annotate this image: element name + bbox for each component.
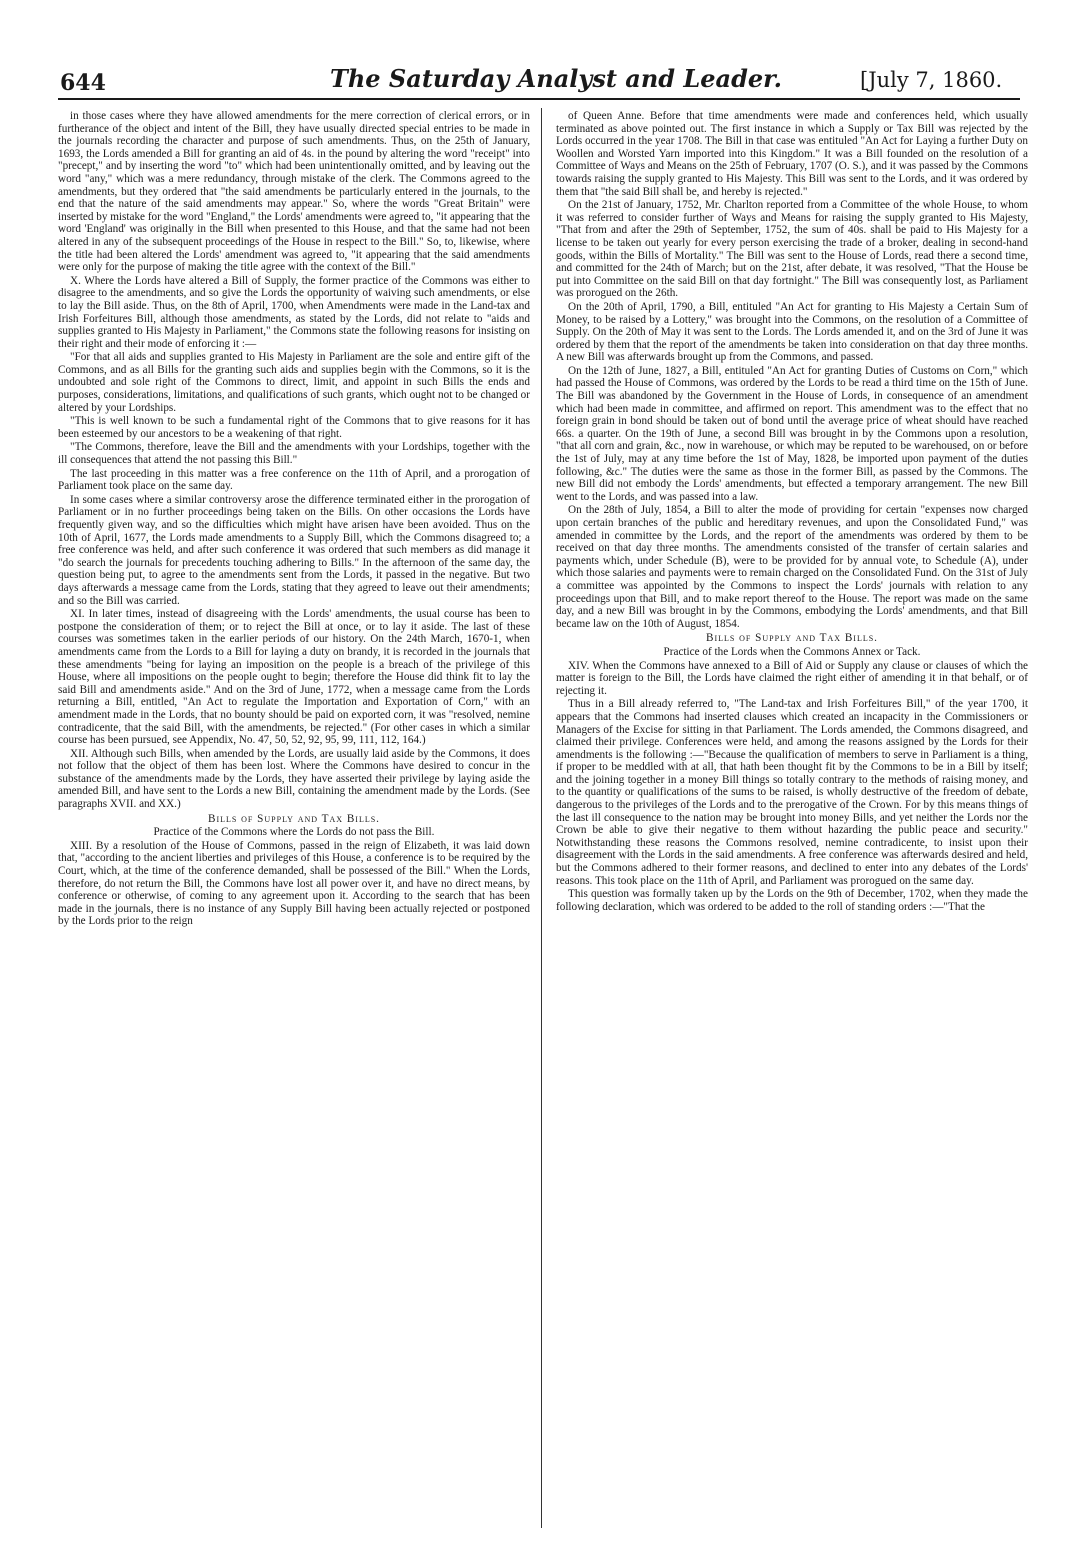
paragraph: On the 21st of January, 1752, Mr. Charlton reported from a Committee of the whole House, to whom it was referred to consider further of Ways and Means for raising the supply granted to His Majesty, "That from and after the 29th of September, 1752, the sum of 40s. shall be paid to His Majesty for a license to be taken out yearly for every person exercising the trade of a broker, dealing in second-hand goods, within the Bills of Mortality." The Bill was sent to the House of Lords, read there a second time, and committed for the 24th of March; but on the 21st, after debate, it was resolved, "That the House be put into Committee on the said Bill on that day fortnight." The Bill was consequently lost, as Parliament was prorogued on the 26th. bbox=[556, 199, 1028, 300]
section-heading: Bills of Supply and Tax Bills. bbox=[706, 632, 878, 645]
paragraph: This question was formally taken up by the Lords on the 9th of December, 1702, when they made the following declaration, which was ordered to be added to the roll of standing orders :—"That the bbox=[556, 888, 1028, 913]
section-subheading: Practice of the Commons where the Lords do not pass the Bill. bbox=[153, 826, 435, 839]
paragraph: On the 20th of April, 1790, a Bill, entituled "An Act for granting to His Majesty a Certain Sum of Money, to be raised by a Lottery," was brought into the Commons, on the resolution of a Committee of Supply. On the 20th of May it was sent to the Lords. The Lords amended it, and on the 3rd of June it was ordered by them that the report of the amendments be taken into consideration on that day three months. A new Bill was afterwards brought up from the Commons, and passed. bbox=[556, 300, 1028, 364]
left-column bbox=[58, 110, 530, 929]
header-rule bbox=[58, 98, 1020, 100]
page-number: 644 bbox=[60, 70, 106, 96]
right-column bbox=[556, 110, 1028, 914]
paragraph: XII. Although such Bills, when amended by the Lords, are usually laid aside by the Commons, it does not follow that the object of them has been lost. Where the Commons have desired to concur in the substance of the amendments made by the Lords, they have asserted their privilege by laying aside the amended Bill, and have sent to the Lords a new Bill, containing the amendment made by the Lords. (See paragraphs XVII. and XX.) bbox=[58, 747, 530, 811]
paragraph: The last proceeding in this matter was a free conference on the 11th of April, and a prorogation of Parliament took place on the same day. bbox=[58, 467, 530, 493]
paragraph: XIII. By a resolution of the House of Commons, passed in the reign of Elizabeth, it was laid down that, "according to the ancient liberties and privileges of this House, a conference is to be required by the Court, which, at the time of the conference demanded, shall be possessed of the Bill." When the Lords, therefore, do not return the Bill, the Commons have lost all power over it, and have no direct means, by conference or otherwise, of coming to any agreement upon it. According to the search that has been made in the journals, there is no instance of any Supply Bill having been actually rejected or postponed by the Lords prior to the reign bbox=[58, 839, 530, 928]
paragraph: In some cases where a similar controversy arose the difference terminated either in the prorogation of Parliament or in no further proceedings being taken on the Bills. On other occasions the Lords have frequently given way, and so the difficulties which might have arisen have been avoided. Thus on the 10th of April, 1677, the Lords made amendments to a Supply Bill, which the Commons disagreed to; a free conference was held, and after such conference it was ordered that such members as did manage it "do search the journals for precedents touching adhering to Bills." In the afternoon of the same day, the question being put, to agree to the amendments sent from the Lords, it passed in the negative. But two days afterwards a message came from the Lords, stating that they agreed to leave out their amendments; and so the Bill was carried. bbox=[58, 493, 530, 607]
paragraph: On the 28th of July, 1854, a Bill to alter the mode of providing for certain "expenses now charged upon certain branches of the public and hereditary revenues, and upon the Consolidated Fund," was amended in committee by the Lords, and the report of the amendments was ordered by them to be received on that day three months. The amendments consisted of the transfer of certain salaries and payments which, under Schedule (B), were to be provided for by annual vote, to Schedule (A), under which those salaries and payments were to remain charged on the Consolidated Fund. On the 31st of July a committee was appointed by the Commons to inspect the Lords' journals with relation to any proceedings upon that Bill, and to make report thereof to the House. The report was made on the same day, and a new Bill was brought in by the Commons, embodying the Lords' amendments, and that Bill became law on the 10th of August, 1854. bbox=[556, 504, 1028, 630]
paragraph: On the 12th of June, 1827, a Bill, entituled "An Act for granting Duties of Customs on Corn," which had passed the House of Commons, was ordered by the Lords to be read a third time on the 15th of June. The Bill was abandoned by the Government in the House of Lords, in consequence of an amendment which had been made in committee, and affirmed on report. This amendment was to the effect that no foreign grain in bond should be taken out of bond until the average price of wheat should have reached 66s. a quarter. On the 19th of June, a second Bill was brought in by the Commons upon a resolution, "that all corn and grain, &c., now in warehouse, or which may be reputed to be warehoused, on or before the 1st of July, may at any time before the 1st of May, 1828, be imported upon payment of the duties following, &c." The duties were the same as those in the former Bill, as passed by the Commons. The new Bill did not embody the Lords' amendments, but effected a temporary arrangement. The new Bill went to the Lords, and was passed into a law. bbox=[556, 364, 1028, 503]
paragraph: XIV. When the Commons have annexed to a Bill of Aid or Supply any clause or clauses of which the matter is foreign to the Bill, the Lords have claimed the right either of amending it in that behalf, or of rejecting it. bbox=[556, 659, 1028, 697]
paragraph: in those cases where they have allowed amendments for the mere correction of clerical errors, or in furtherance of the object and intent of the Bill, they have usually directed special entries to be made in the journals recording the character and purpose of such amendments. Thus, on the 25th of January, 1693, the Lords amended a Bill for granting an aid of 4s. in the pound by altering the word "receipt" into "precept," and by inserting the word "to" which had been unintentionally omitted, and by leaving out the word "any," which was a mere redundancy, through mistake of the clerk. The Commons agreed to the amendments, but they ordered that "the said amendments be particularly entered in the journals, to the end that the nature of the said amendments may appear." So, where the words "Great Britain" were inserted by mistake for the word "England," the Lords' amendments were agreed to, "it appearing that the word 'England' was originally in the Bill when presented to this House, and that the same had not been altered in any of the subsequent proceedings of the House in respect to the Bill." So, to, likewise, where the title had been altered the Lords' amendment was agreed to, "it appearing that the said amendments were only for the purpose of making the title agree with the context of the Bill." bbox=[58, 110, 530, 274]
paragraph: "The Commons, therefore, leave the Bill and the amendments with your Lordships, together with the ill consequences that attend the not passing this Bill." bbox=[58, 441, 530, 467]
issue-date: [July 7, 1860. bbox=[860, 68, 1003, 92]
column-divider bbox=[541, 108, 542, 1528]
page-header bbox=[0, 0, 1081, 100]
publication-title: The Saturday Analyst and Leader. bbox=[330, 64, 782, 93]
paragraph: "This is well known to be such a fundamental right of the Commons that to give reasons for it has been esteemed by our ancestors to be a weakening of that right. bbox=[58, 415, 530, 440]
section-subheading: Practice of the Lords when the Commons Annex or Tack. bbox=[663, 645, 921, 658]
paragraph: of Queen Anne. Before that time amendments were made and conferences held, which usually terminated as above pointed out. The first instance in which a Supply or Tax Bill was rejected by the Lords occurred in the year 1708. The Bill in that case was entituled "An Act for Laying a further Duty on Woollen and Worsted Yarn imported into this Kingdom." It was a Bill founded on the resolution of a Committee of Ways and Means on the 25th of February, 1707 (O. S.), and it was passed by the Commons towards raising the supply granted to His Majesty. This Bill was sent to the Lords, and it was ordered by them that "the said Bill shall be, and hereby is rejected." bbox=[556, 110, 1029, 198]
section-heading: Bills of Supply and Tax Bills. bbox=[208, 812, 380, 825]
paragraph: "For that all aids and supplies granted to His Majesty in Parliament are the sole and entire gift of the Commons, and as all Bills for the granting such aids and supplies begin with the Commons, so it is the undoubted and sole right of the Commons to direct, limit, and appoint in such Bills the ends and purposes, considerations, limitations, and qualifications of such grants, which ought not to be changed or altered by your Lordships. bbox=[58, 351, 530, 414]
paragraph: Thus in a Bill already referred to, "The Land-tax and Irish Forfeitures Bill," of the year 1700, it appears that the Commons had inserted clauses which created an incapacity in the Commissioners or Managers of the Excise for sitting in that Parliament. The Lords amended, the Commons disagreed, and claimed their privilege. Conferences were held, and among the reasons assigned by the Lords for their amendments is the following :—"Because the qualification of members to serve in Parliament is a thing, if proper to be meddled with at all, that hath been thought fit by the Commons to be in a Bill by itself; and the joining together in a money Bill things so totally contrary to the methods of raising money, and to the quantity or qualifications of the sums to be raised, is wholly destructive of the freedom of debate, dangerous to the privileges of the Lords and to the prerogative of the Crown. For by this means things of the last ill consequence to the nation may be brought into money Bills, and yet neither the Lords nor the Crown be able to give their negative to them without hazarding the public peace and security." Notwithstanding these reasons the Commons resolved, nemine contradicente, to insist upon their disagreement with the Lords in the said amendments. A free conference was afterwards desired and held, but the Commons adhered to their former reasons, and declined to enter into any debates of the Lords' reasons. This took place on the 11th of April, and Parliament was prorogued on the same day. bbox=[556, 698, 1028, 887]
paragraph: XI. In later times, instead of disagreeing with the Lords' amendments, the usual course has been to postpone the consideration of them; or to reject the Bill at once, or to lay it aside. The last of these courses was sometimes taken in the earlier periods of our history. On the 24th March, 1670-1, when amendments came from the Lords to a Bill for laying a duty on brandy, it is recorded in the journals that these amendments "being for laying an imposition on the people is a breach of the privilege of this House, where all impositions on the people ought to begin; therefore the House did think fit to lay the said Bill and amendments aside." And on the 3rd of June, 1772, when a message came from the Lords returning a Bill, entitled, "An Act to regulate the Importation and Exportation of Corn," with an amendment made in the Lords, that no bounty should be paid on exported corn, it was "resolved, nemine contradicente, that the said Bill, with the amendments, be rejected." (For other cases in which a similar course has been pursued, see Appendix, No. 47, 50, 52, 92, 95, 99, 111, 112, 164.) bbox=[58, 608, 530, 747]
paragraph: X. Where the Lords have altered a Bill of Supply, the former practice of the Commons was either to disagree to the amendments, and so give the Lords the opportunity of waiving such amendments, or else to lay the Bill aside. Thus, on the 8th of April, 1700, when Amendments were made in the Land-tax and Irish Forfeitures Bill, although those amendments, as stated by the Lords, did not relate to "aids and supplies granted to His Majesty in Parliament," the Commons state the following reasons for insisting on their right and their mode of enforcing it :— bbox=[58, 274, 530, 350]
